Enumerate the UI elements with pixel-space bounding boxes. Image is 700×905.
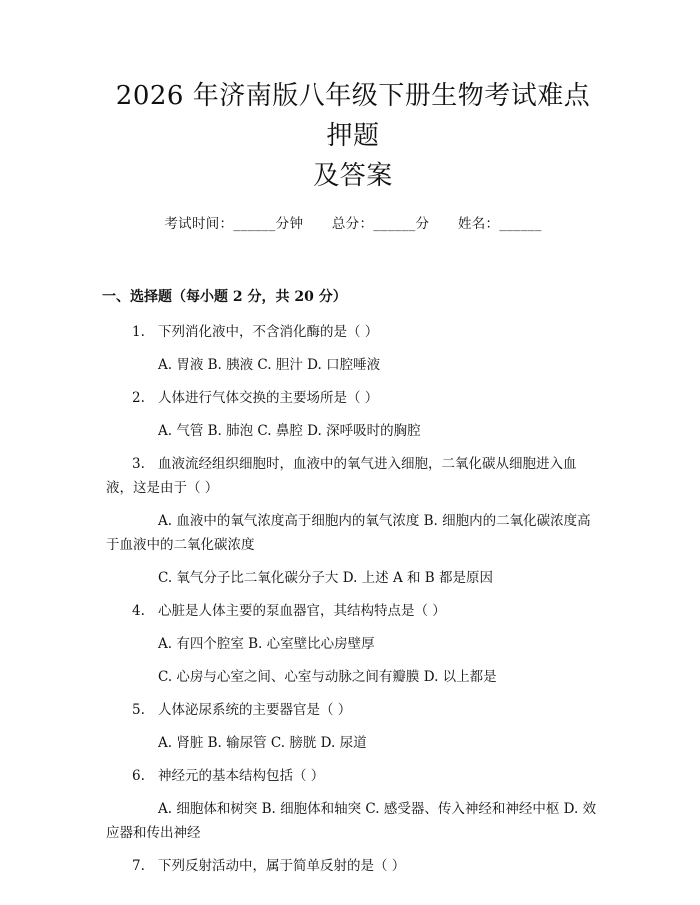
question-item <box>106 386 600 410</box>
exam-time: 考试时间：______分钟 <box>164 216 304 232</box>
question-number: 2. <box>132 390 145 406</box>
question-item <box>106 320 600 344</box>
question-text: 血液流经组织细胞时，血液中的氧气进入细胞，二氧化碳从细胞进入血液，这是由于（ ） <box>106 456 577 496</box>
question-number: 6. <box>132 768 145 784</box>
question-options: A. 肾脏 B. 输尿管 C. 膀胱 D. 尿道 <box>158 735 367 751</box>
question-text: 心脏是人体主要的泵血器官，其结构特点是（ ） <box>158 603 446 619</box>
question-number: 3. <box>132 456 145 472</box>
question-text: 人体泌尿系统的主要器官是（ ） <box>158 702 352 718</box>
section-heading-choice: 一、选择题（每小题 2 分，共 20 分） <box>102 289 347 305</box>
exam-meta <box>106 212 600 232</box>
question-text: 下列反射活动中，属于简单反射的是（ ） <box>158 858 406 874</box>
title-line-1: 2026 年济南版八年级下册生物考试难点押题 <box>115 81 591 151</box>
question-item <box>106 854 600 878</box>
question-number: 7. <box>132 858 145 874</box>
question-options: C. 心房与心室之间、心室与动脉之间有瓣膜 D. 以上都是 <box>158 669 497 685</box>
question-number: 4. <box>132 603 145 619</box>
question-options: A. 细胞体和树突 B. 细胞体和轴突 C. 感受器、传入神经和神经中枢 D. 效应器和传出神经 <box>106 801 597 841</box>
question-item <box>106 599 600 623</box>
question-text: 神经元的基本结构包括（ ） <box>158 768 325 784</box>
question-text: 下列消化液中，不含消化酶的是（ ） <box>158 324 379 340</box>
question-options: A. 有四个腔室 B. 心室壁比心房壁厚 <box>158 636 375 652</box>
question-item <box>106 764 600 788</box>
student-name: 姓名：______ <box>457 216 542 232</box>
document-title <box>106 76 600 196</box>
question-options: A. 气管 B. 肺泡 C. 鼻腔 D. 深呼吸时的胸腔 <box>158 423 421 439</box>
question-options: A. 胃液 B. 胰液 C. 胆汁 D. 口腔唾液 <box>158 357 381 373</box>
title-line-2: 及答案 <box>313 161 393 191</box>
question-number: 1. <box>132 324 145 340</box>
question-text: 人体进行气体交换的主要场所是（ ） <box>158 390 379 406</box>
question-number: 5. <box>132 702 145 718</box>
question-item <box>106 452 600 500</box>
question-options: C. 氧气分子比二氧化碳分子大 D. 上述 A 和 B 都是原因 <box>158 570 493 586</box>
question-item <box>106 698 600 722</box>
question-options: A. 血液中的氧气浓度高于细胞内的氧气浓度 B. 细胞内的二氧化碳浓度高于血液中的二氧化碳浓度 <box>106 513 591 553</box>
question-list <box>106 320 600 878</box>
exam-score: 总分：______分 <box>331 216 430 232</box>
